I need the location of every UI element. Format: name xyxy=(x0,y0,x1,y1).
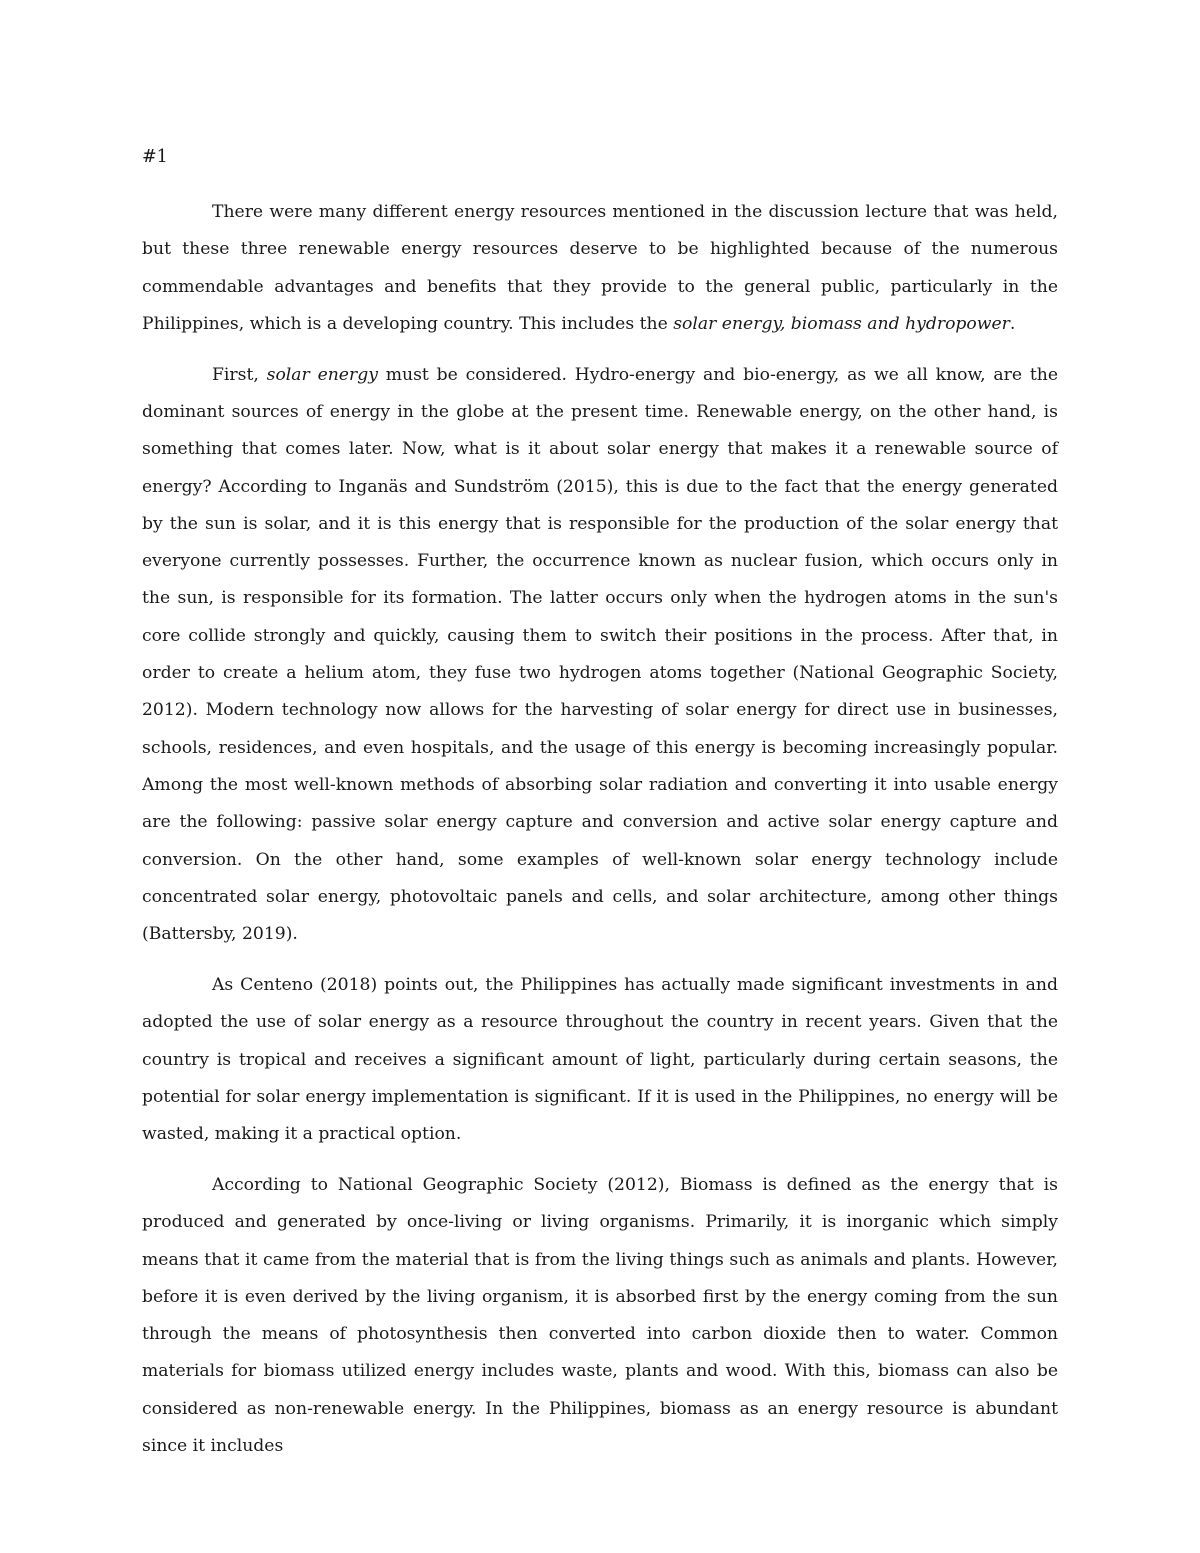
paragraph-solar-energy-start: First, xyxy=(212,364,267,385)
paragraph-solar-energy-text: must be considered. Hydro-energy and bio-energy, as we all know, are the dominant sources of energy in the globe at the present time. Renewable energy, on the other hand, is something that comes later. Now, what is it about solar energy that makes it a renewable source of energy? According to Inganäs and Sundström (2015), this is due to the fact that the energy generated by the sun is solar, and it is this energy that is responsible for the production of the solar energy that everyone currently possesses. Further, the occurrence known as nuclear fusion, which occurs only in the sun, is responsible for its formation. The latter occurs only when the hydrogen atoms in the sun's core collide strongly and quickly, causing them to switch their positions in the process. After that, in order to create a helium atom, they fuse two hydrogen atoms together (National Geographic Society, 2012). Modern technology now allows for the harvesting of solar energy for direct use in businesses, schools, residences, and even hospitals, and the usage of this energy is becoming increasingly popular. Among the most well-known methods of absorbing solar radiation and converting it into usable energy are the following: passive solar energy capture and conversion and active solar energy capture and conversion. On the other hand, some examples of well-known solar energy technology include concentrated solar energy, photovoltaic panels and cells, and solar architecture, among other things (Battersby, 2019). xyxy=(142,364,1059,945)
paragraph-solar-philippines: As Centeno (2018) points out, the Philippines has actually made significant investments in and adopted the use of solar energy as a resource throughout the country in recent years. Given that the country is tropical and receives a significant amount of light, particularly during certain seasons, the potential for solar energy implementation is significant. If it is used in the Philippines, no energy will be wasted, making it a practical option. xyxy=(142,974,1058,1145)
paragraph-solar-energy xyxy=(142,357,1058,954)
section-number: #1 xyxy=(142,147,168,167)
document-body xyxy=(142,194,1058,1479)
paragraph-biomass: According to National Geographic Society (2012), Biomass is defined as the energy that is produced and generated by once-living or living organisms. Primarily, it is inorganic which simply means that it came from the material that is from the living things such as animals and plants. However, before it is even derived by the living organism, it is absorbed first by the energy coming from the sun through the means of photosynthesis then converted into carbon dioxide then to water. Common materials for biomass utilized energy includes waste, plants and wood. With this, biomass can also be considered as non-renewable energy. In the Philippines, biomass as an energy resource is abundant since it includes xyxy=(142,1174,1058,1456)
paragraph-solar-energy-emphasis: solar energy xyxy=(266,364,378,385)
paragraph-intro-emphasis: solar energy, biomass and hydropower xyxy=(673,313,1010,334)
paragraph-intro xyxy=(142,194,1058,343)
paragraph-intro-text: There were many different energy resources mentioned in the discussion lecture that was held, but these three renewable energy resources deserve to be highlighted because of the numerous commendable advantages and benefits that they provide to the general public, particularly in the Philippines, which is a developing country. This includes the xyxy=(142,202,1058,334)
paragraph-intro-end: . xyxy=(1009,313,1016,334)
